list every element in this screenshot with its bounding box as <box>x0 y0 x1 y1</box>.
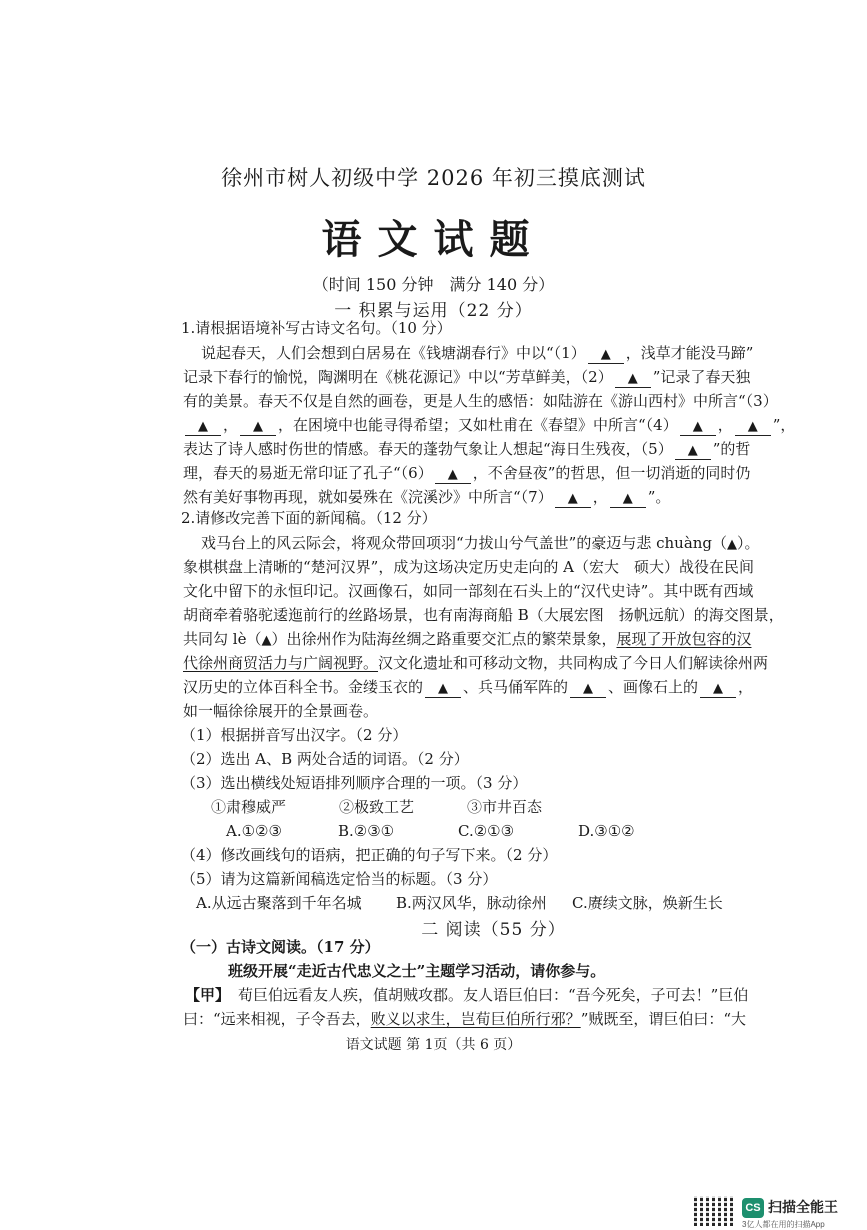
q1-line-5: 表达了诗人感时伤世的情感。春天的蓬勃气象让人想起“海日生残夜，（5） ▲ ”的哲 <box>183 440 751 458</box>
answer-blank: ▲ <box>555 491 591 508</box>
q2-article-line-6: 代徐州商贸活力与广阔视野。汉文化遗址和可移动文物，共同构成了今日人们解读徐州两 <box>183 654 769 672</box>
q2-sub-5: （5）请为这篇新闻稿选定恰当的标题。（3 分） <box>181 870 498 888</box>
school-title: 徐州市树人初级中学 2026 年初三摸底测试 <box>221 166 646 190</box>
choice-list <box>226 821 807 841</box>
title-option-b: B.两汉风华，脉动徐州 <box>396 894 547 912</box>
section-1-title: 一 积累与运用（22 分） <box>334 301 533 321</box>
choice-b: B.②③① <box>338 822 395 840</box>
q2-article-line-5: 共同勾 lè（▲）出徐州作为陆海丝绸之路重要交汇点的繁荣景象，展现了开放包容的汉 <box>183 630 752 648</box>
question-2-stem: 2.请修改完善下面的新闻稿。（12 分） <box>181 509 437 527</box>
scanner-tagline: 3亿人都在用的扫描App <box>742 1220 825 1229</box>
activity-intro: 班级开展“走近古代忠义之士”主题学习活动，请你参与。 <box>228 962 606 980</box>
camscanner-logo-icon: CS <box>742 1198 764 1218</box>
answer-blank: ▲ <box>675 443 711 460</box>
q2-article-line-4: 胡商牵着骆驼逶迤前行的丝路场景，也有南海商船 B（大展宏图 扬帆远航）的海交图景， <box>183 606 784 624</box>
qr-code-icon <box>694 1196 736 1226</box>
q1-line-2: 记录下春行的愉悦，陶渊明在《桃花源记》中以“芳草鲜美，（2） ▲ ”记录了春天独 <box>183 368 751 386</box>
time-info: （时间 150 分钟 满分 140 分） <box>312 275 555 294</box>
section-2-title: 二 阅读（55 分） <box>421 920 566 940</box>
q2-article-line-2: 象棋棋盘上清晰的“楚河汉界”，成为这场决定历史走向的 A（宏大 硕大）战役在民间 <box>183 558 754 576</box>
phrase-3: ③市井百态 <box>467 798 543 816</box>
underlined-sentence: 败义以求生，岂荀巨伯所行邪？ <box>370 1010 581 1028</box>
passage-jia-line-1: 【甲】 荀巨伯远看友人疾，值胡贼攻郡。友人语巨伯曰：“吾今死矣，子可去！”巨伯 <box>185 986 749 1004</box>
q1-line-4: ▲ ， ▲ ，在困境中也能寻得希望；又如杜甫在《春望》中所言“（4） ▲ ， ▲ ”， <box>183 415 807 436</box>
answer-blank: ▲ <box>610 491 646 508</box>
q1-line-7: 然有美好事物再现，就如晏殊在《浣溪沙》中所言“（7） ▲ ， ▲ ”。 <box>183 488 671 506</box>
answer-blank: ▲ <box>261 633 272 648</box>
part-1-title: （一）古诗文阅读。（17 分） <box>181 938 380 956</box>
subject-title: 语文试题 <box>321 216 546 263</box>
q2-sub-3: （3）选出横线处短语排列顺序合理的一项。（3 分） <box>181 774 528 792</box>
answer-blank: ▲ <box>735 419 771 436</box>
phrase-1: ①肃穆威严 <box>211 798 287 816</box>
q1-line-3: 有的美景。春天不仅是自然的画卷，更是人生的感悟：如陆游在《游山西村》中所言“（3） <box>183 392 778 410</box>
answer-blank: ▲ <box>240 419 276 436</box>
answer-blank: ▲ <box>680 419 716 436</box>
phrase-list <box>211 797 807 817</box>
q2-sub-2: （2）选出 A、B 两处合适的词语。（2 分） <box>181 750 469 768</box>
underlined-sentence-cont: 代徐州商贸活力与广阔视野。 <box>183 654 379 672</box>
choice-a: A.①②③ <box>226 822 282 840</box>
passage-jia-line-2: 曰：“远来相视，子令吾去，败义以求生，岂荀巨伯所行邪？”贼既至，谓巨伯曰：“大 <box>183 1010 747 1028</box>
q2-article-line-1: 戏马台上的风云际会，将观众带回项羽“力拔山兮气盖世”的豪迈与悲 chuàng（▲）。 <box>201 534 760 552</box>
title-option-c: C.赓续文脉，焕新生长 <box>572 894 723 912</box>
scanner-app-name: 扫描全能王 <box>768 1199 838 1215</box>
answer-blank: ▲ <box>435 467 471 484</box>
answer-blank: ▲ <box>588 347 624 364</box>
underlined-sentence: 展现了开放包容的汉 <box>616 630 752 648</box>
answer-blank: ▲ <box>615 371 651 388</box>
answer-blank: ▲ <box>570 681 606 698</box>
answer-blank: ▲ <box>727 537 738 552</box>
q2-article-line-3: 文化中留下的永恒印记。汉画像石，如同一部刻在石头上的“汉代史诗”。其中既有西域 <box>183 582 754 600</box>
q2-sub-4: （4）修改画线句的语病，把正确的句子写下来。（2 分） <box>181 846 558 864</box>
phrase-2: ②极致工艺 <box>339 798 415 816</box>
title-option-a: A.从远古聚落到千年名城 <box>196 894 362 912</box>
q2-article-line-8: 如一幅徐徐展开的全景画卷。 <box>183 702 379 720</box>
answer-blank: ▲ <box>700 681 736 698</box>
answer-blank: ▲ <box>425 681 461 698</box>
q2-article-line-7: 汉历史的立体百科全书。金缕玉衣的 ▲ 、兵马俑军阵的 ▲ 、画像石上的 ▲ ， <box>183 678 754 696</box>
passage-label: 【甲】 <box>185 986 231 1004</box>
choice-d: D.③①② <box>578 822 635 840</box>
question-1-stem: 1.请根据语境补写古诗文名句。（10 分） <box>181 319 452 337</box>
choice-c: C.②①③ <box>458 822 515 840</box>
page-footer: 语文试题 第 1页（共 6 页） <box>345 1037 522 1053</box>
q1-line-6: 理，春天的易逝无常印证了孔子“（6） ▲ ，不舍昼夜”的哲思，但一切消逝的同时仍 <box>183 464 751 482</box>
answer-blank: ▲ <box>185 419 221 436</box>
q1-line-1: 说起春天，人们会想到白居易在《钱塘湖春行》中以“（1） ▲ ，浅草才能没马蹄” <box>201 344 754 362</box>
q2-sub-1: （1）根据拼音写出汉字。（2 分） <box>181 726 408 744</box>
title-options <box>196 893 807 913</box>
